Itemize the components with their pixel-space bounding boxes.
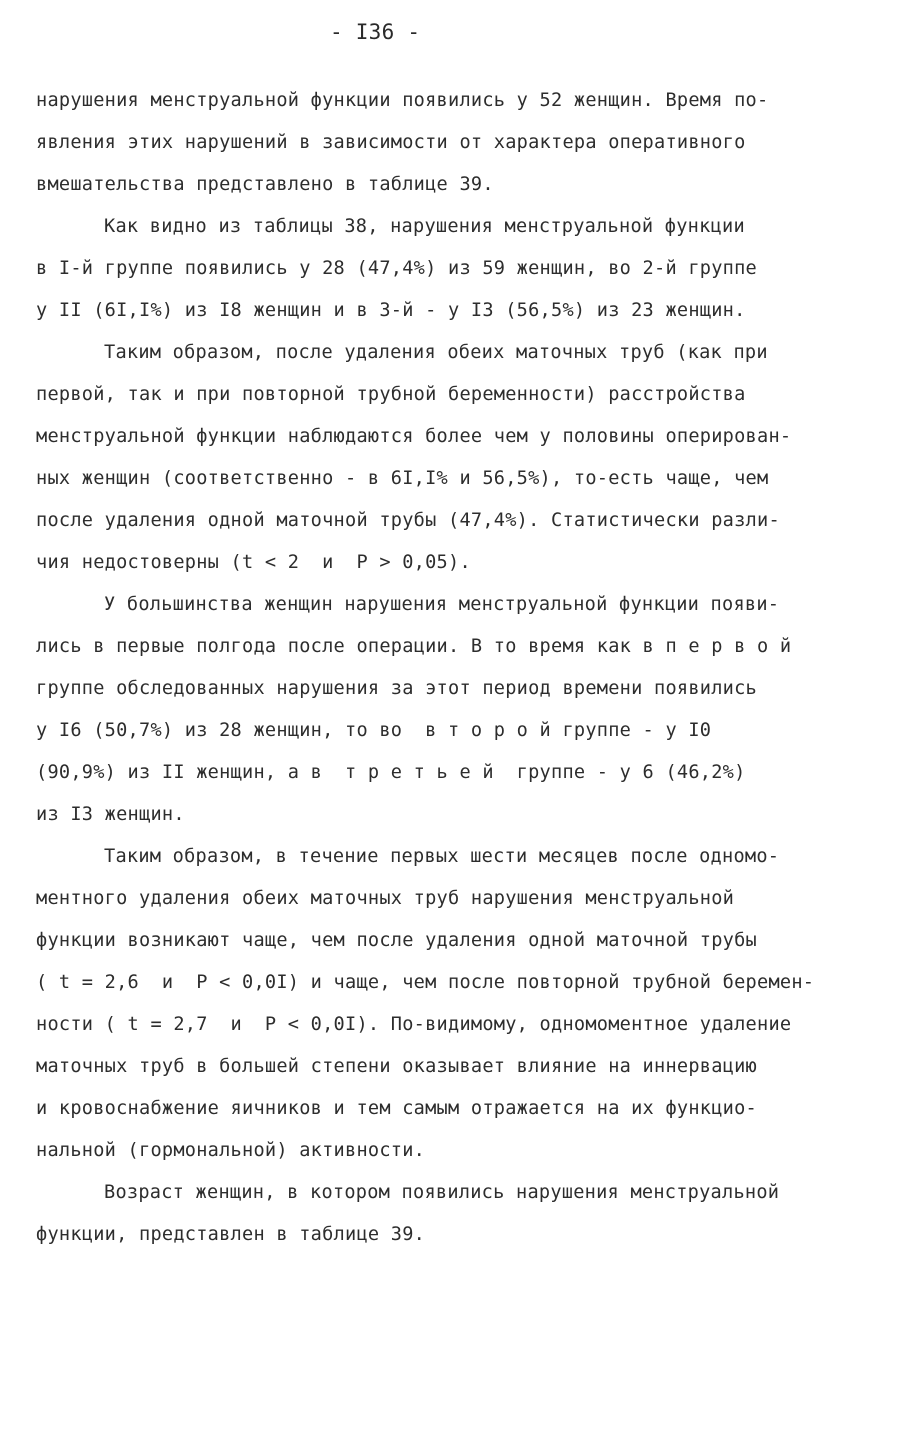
page-number: - I36 - — [330, 20, 421, 44]
text-line: менструальной функции наблюдаются более чем у половины оперирован- — [36, 426, 792, 447]
text-line: нарушения менструальной функции появились у 52 женщин. Время по- — [36, 90, 769, 111]
text-line: ментного удаления обеих маточных труб нарушения менструальной — [36, 888, 735, 909]
text-line: явления этих нарушений в зависимости от характера оперативного — [36, 132, 746, 153]
text-line: функции возникают чаще, чем после удаления одной маточной трубы — [36, 930, 757, 951]
text-line: чия недостоверны (t < 2 и P > 0,05). — [36, 552, 471, 573]
text-line: после удаления одной маточной трубы (47,4%). Статистически разли- — [36, 510, 780, 531]
text-line: ности ( t = 2,7 и P < 0,0I). По-видимому, одномоментное удаление — [36, 1014, 792, 1035]
text-line: Таким образом, после удаления обеих маточных труб (как при — [104, 342, 768, 363]
text-line: группе обследованных нарушения за этот период времени появились — [36, 678, 757, 699]
text-line: ных женщин (соответственно - в 6I,I% и 56,5%), то-есть чаще, чем — [36, 468, 769, 489]
text-line: ( t = 2,6 и P < 0,0I) и чаще, чем после повторной трубной беремен- — [36, 972, 815, 993]
text-line: У большинства женщин нарушения менструальной функции появи- — [104, 594, 780, 615]
text-line: из I3 женщин. — [36, 804, 185, 825]
text-line: в I-й группе появились у 28 (47,4%) из 59 женщин, во 2-й группе — [36, 258, 757, 279]
text-line: функции, представлен в таблице 39. — [36, 1224, 426, 1245]
text-line: Как видно из таблицы 38, нарушения менструальной функции — [104, 216, 745, 237]
text-line: первой, так и при повторной трубной беременности) расстройства — [36, 384, 746, 405]
text-line: Таким образом, в течение первых шести месяцев после одномо- — [104, 846, 780, 867]
text-line: (90,9%) из II женщин, а в т р е т ь е й группе - у 6 (46,2%) — [36, 762, 746, 783]
text-line: у II (6I,I%) из I8 женщин и в 3-й - у I3 (56,5%) из 23 женщин. — [36, 300, 746, 321]
text-line: вмешательства представлено в таблице 39. — [36, 174, 494, 195]
text-line: маточных труб в большей степени оказывает влияние на иннервацию — [36, 1056, 757, 1077]
text-line: нальной (гормональной) активности. — [36, 1140, 426, 1161]
text-line: у I6 (50,7%) из 28 женщин, то во в т о р о й группе - у I0 — [36, 720, 712, 741]
text-line: лись в первые полгода после операции. В то время как в п е р в о й — [36, 636, 792, 657]
text-line: Возраст женщин, в котором появились нарушения менструальной — [104, 1182, 780, 1203]
text-line: и кровоснабжение яичников и тем самым отражается на их функцио- — [36, 1098, 757, 1119]
